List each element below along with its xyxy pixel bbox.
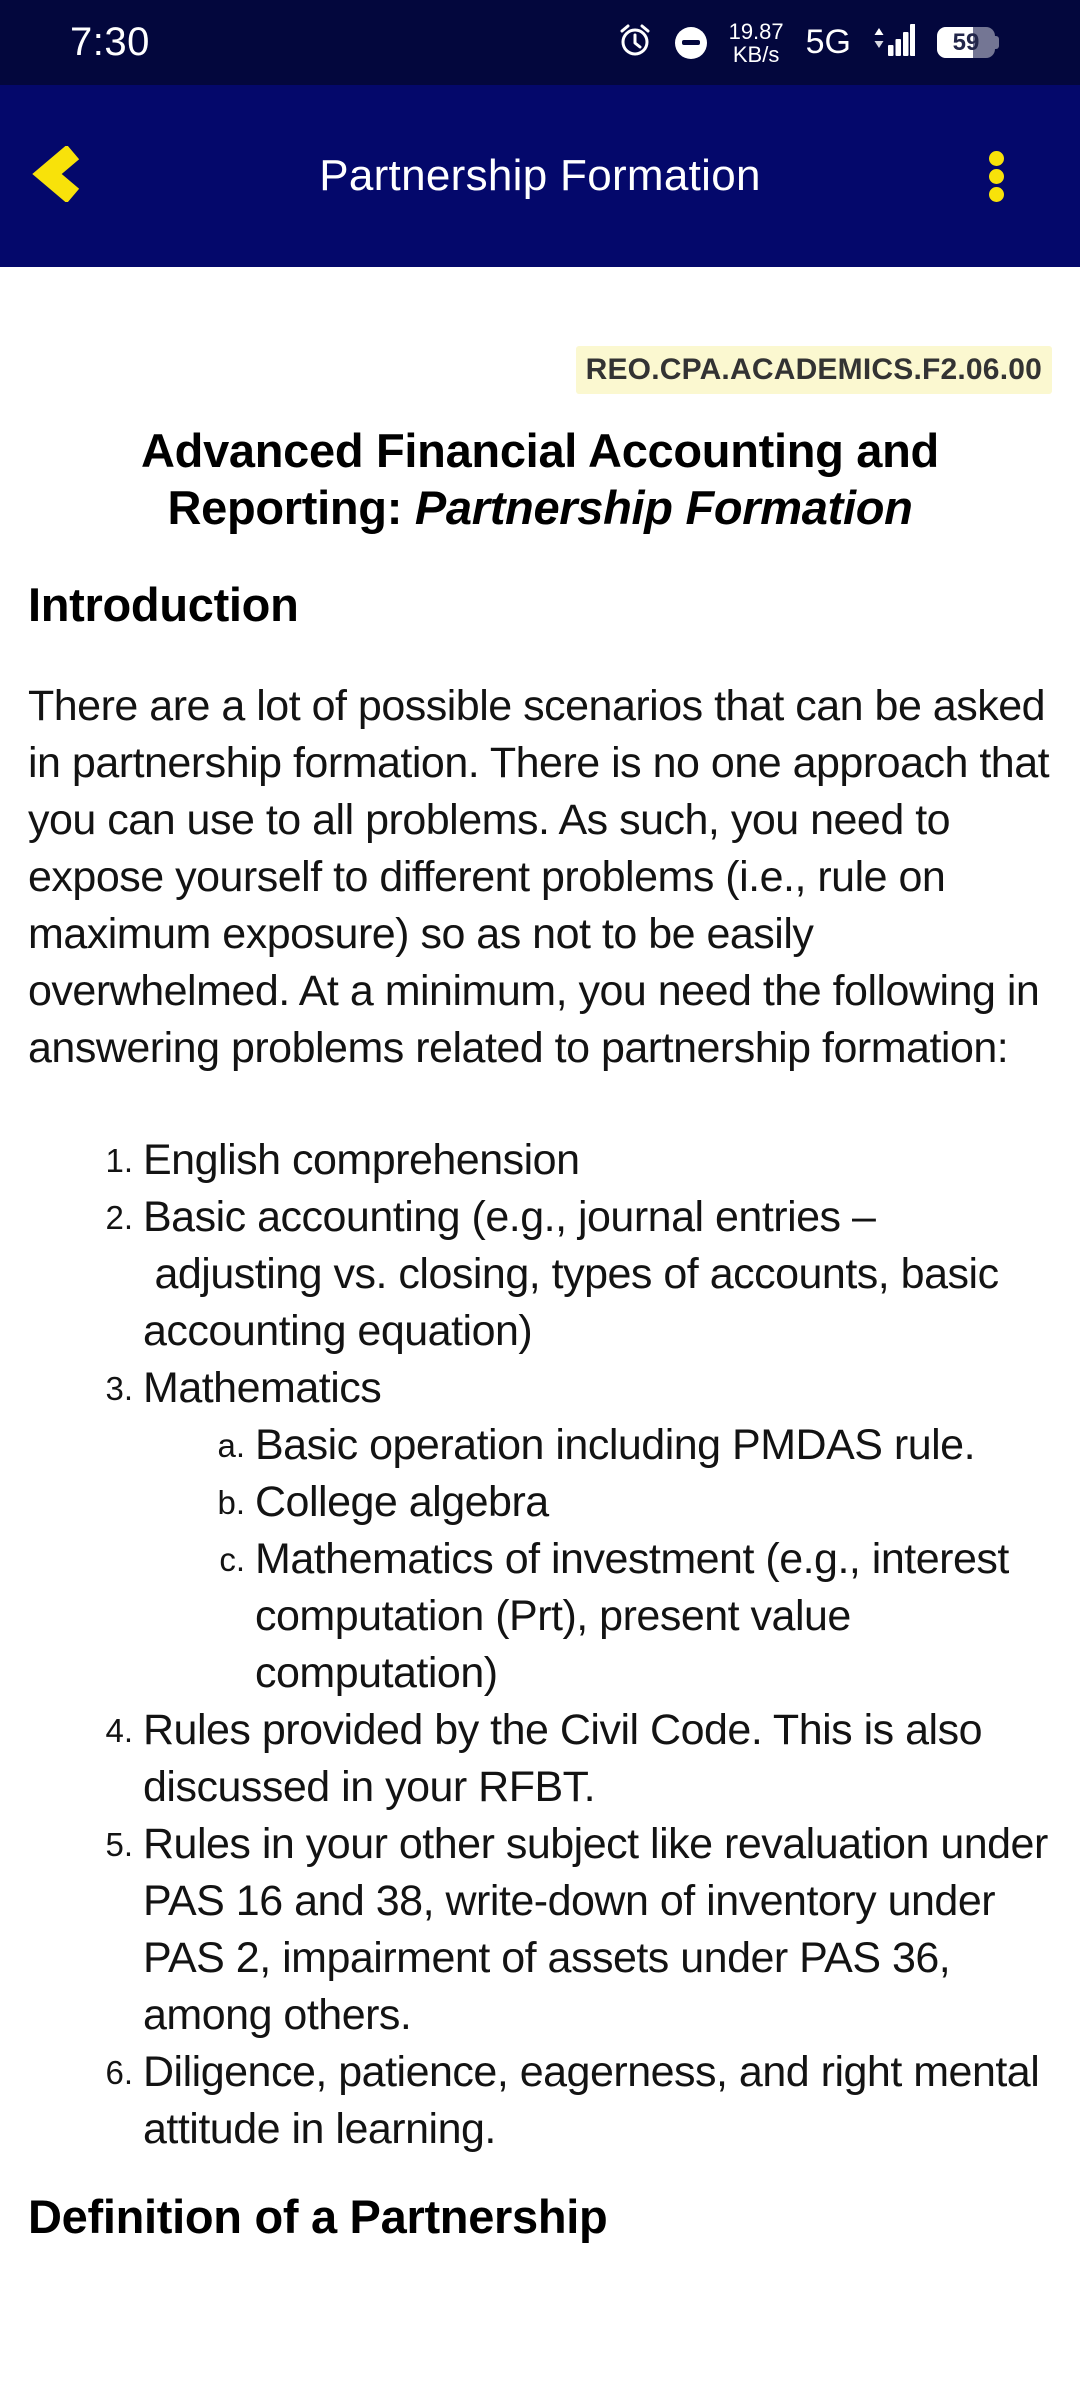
list-marker: 3. — [105, 1370, 133, 1407]
list-marker: 4. — [105, 1712, 133, 1749]
status-icons — [617, 20, 995, 66]
list-marker: 1. — [105, 1142, 133, 1179]
network-speed-unit: KB/s — [732, 41, 780, 67]
requirements-list — [28, 1132, 1052, 2158]
battery-percent: 59 — [952, 28, 980, 56]
list-item — [28, 1360, 1052, 1702]
document-scroll-area[interactable] — [0, 346, 1080, 2245]
sublist-item-text: Mathematics of investment (e.g., interest computation (Prt), present value computation) — [255, 1535, 1009, 1697]
section-heading-definition: Definition of a Partnership — [28, 2190, 608, 2243]
battery-icon — [937, 27, 995, 58]
list-marker: 2. — [105, 1199, 133, 1236]
document-title — [28, 422, 1052, 536]
document-title-prefix: Advanced Financial Accounting and Reporting: — [141, 424, 939, 534]
status-bar — [0, 0, 1080, 85]
list-item-text: Basic accounting (e.g., journal entries – adjusting vs. closing, types of accounts, basic accounting equation) — [143, 1193, 999, 1355]
network-speed-value: 19.87 — [728, 18, 784, 44]
network-speed — [729, 20, 784, 66]
list-marker: a. — [217, 1427, 245, 1464]
list-item-text: Diligence, patience, eagerness, and right mental attitude in learning. — [143, 2048, 1040, 2153]
list-item-text: Rules provided by the Civil Code. This is also discussed in your RFBT. — [143, 1706, 982, 1811]
section-heading-introduction: Introduction — [28, 578, 299, 631]
sublist-item-text: Basic operation including PMDAS rule. — [255, 1421, 976, 1469]
sublist-item — [143, 1474, 1052, 1531]
list-marker: 6. — [105, 2054, 133, 2091]
sublist-item — [143, 1531, 1052, 1702]
list-item-text: Mathematics — [143, 1364, 382, 1412]
signal-bars-icon — [873, 23, 915, 62]
intro-paragraph: There are a lot of possible scenarios that can be asked in partnership formation. There is no one approach that you can use to all problems. As such, you need to expose yourself to different problems (i.e., rule on maximum exposure) so as not to be easily overwhelmed. At a minimum, you need the following in answering problems related to partnership formation: — [28, 682, 1050, 1072]
network-type-label: 5G — [805, 23, 851, 61]
document-title-emphasis: Partnership Formation — [414, 481, 913, 534]
status-time: 7:30 — [70, 20, 150, 64]
list-item-text: Rules in your other subject like revaluation under PAS 16 and 38, write-down of inventory under PAS 2, impairment of assets under PAS 36, among others. — [143, 1820, 1048, 2039]
menu-dot-icon — [989, 169, 1004, 184]
back-chevron-icon — [31, 146, 85, 207]
sublist-item-text: College algebra — [255, 1478, 549, 1526]
list-marker: b. — [217, 1484, 245, 1521]
list-item — [28, 1816, 1052, 2044]
alarm-icon — [617, 22, 653, 63]
list-item — [28, 1702, 1052, 1816]
list-marker: 5. — [105, 1826, 133, 1863]
app-bar — [0, 85, 1080, 267]
overflow-menu-button[interactable] — [974, 141, 1018, 211]
list-item — [28, 2044, 1052, 2158]
menu-dot-icon — [989, 187, 1004, 202]
app-bar-title: Partnership Formation — [319, 151, 761, 200]
code-badge-row — [28, 346, 1052, 394]
sublist-item — [143, 1417, 1052, 1474]
back-button[interactable] — [28, 146, 88, 206]
list-item-text: English comprehension — [143, 1136, 580, 1184]
sublist — [143, 1417, 1052, 1702]
reference-code-badge: REO.CPA.ACADEMICS.F2.06.00 — [576, 346, 1052, 394]
list-marker: c. — [219, 1541, 245, 1578]
list-item — [28, 1132, 1052, 1189]
do-not-disturb-icon — [675, 27, 707, 59]
list-item — [28, 1189, 1052, 1360]
menu-dot-icon — [989, 151, 1004, 166]
